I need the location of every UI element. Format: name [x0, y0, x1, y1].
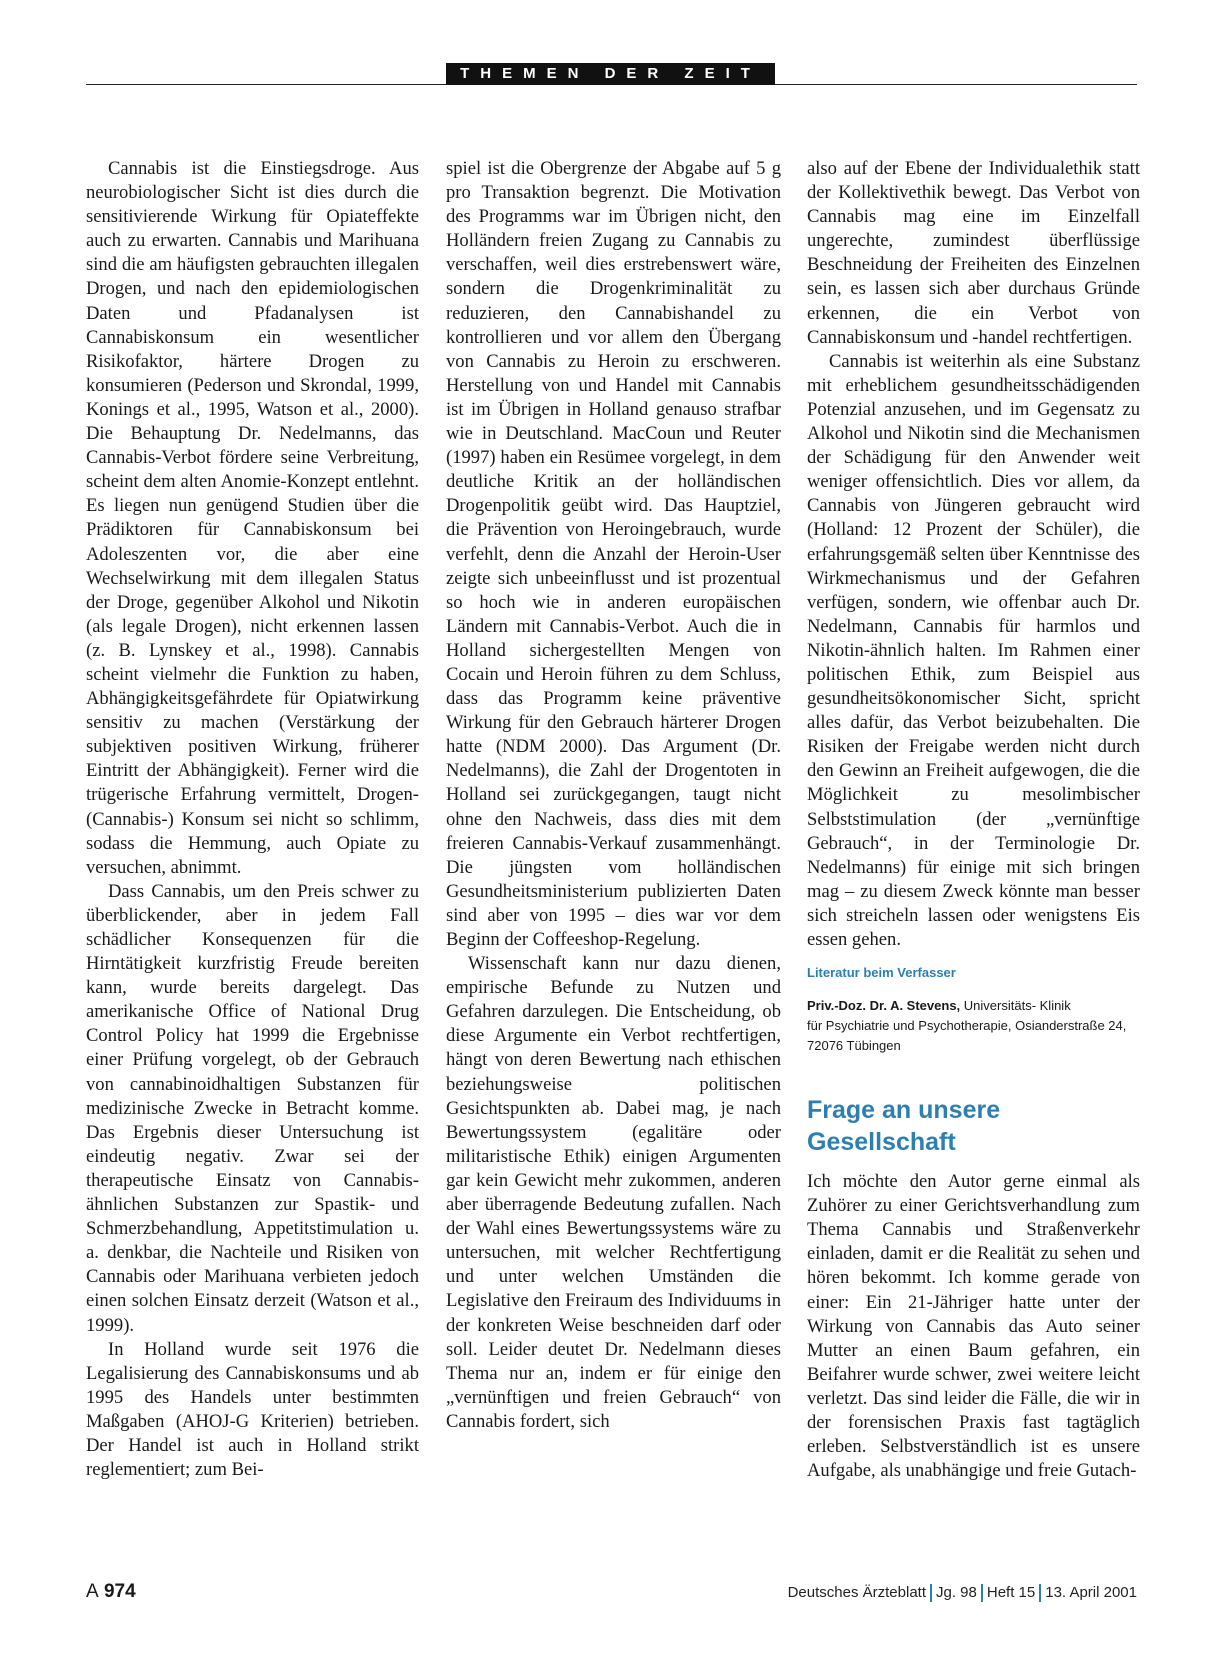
paragraph: Cannabis ist weiterhin als eine Substanz mit erheblichem gesundheitsschädigenden Potenzial anzusehen, und im Gegensatz zu Alkohol und Nikotin sind die Mechanismen der Schädigung für den Anwender weit weniger offensichtlich. Dies vor allem, da Cannabis von Jüngeren gebraucht wird (Holland: 12 Prozent der Schüler), die erfahrungsgemäß selten über Kenntnisse des Wirkmechanismus und der Gefahren verfügen, sondern, wie offenbar auch Dr. Nedelmann, Cannabis für harmlos und Nikotin-ähnlich halten. Im Rahmen einer politischen Ethik, zum Beispiel aus gesundheitsökonomischer Sicht, spricht alles dafür, das Verbot beizubehalten. Die Risiken der Freigabe werden nicht durch den Gewinn an Freiheit aufgewogen, die die Möglichkeit zu mesolimbischer Selbststimulation (der „vernünftige Gebrauch“, in der Terminologie Dr. Nedelmanns) für einige mit sich bringen mag – zu diesem Zweck könnte man besser sich streicheln lassen oder wenigstens Eis essen gehen. — [807, 350, 1140, 950]
author-affiliation: Universitäts- Klinik — [963, 998, 1071, 1014]
paragraph: In Holland wurde seit 1976 die Legalisierung des Cannabiskonsums und ab 1995 des Handels unter bestimmten Maßgaben (AHOJ-G Kriterien) betrieben. Der Handel ist auch in Holland strikt reglementiert; zum Bei- — [86, 1338, 419, 1481]
paragraph: Dass Cannabis, um den Preis schwer zu überblickender, aber in jedem Fall schädlicher Konsequenzen für die Hirntätigkeit kurzfristig Freude bereiten kann, wurde bereits dargelegt. Das amerikanische Office of National Drug Control Policy hat 1999 die Ergebnisse einer Prüfung vorgelegt, ob der Gebrauch von cannabinoidhaltigen Substanzen für medizinische Zwecke in Betracht komme. Das Ergebnis dieser Untersuchung ist eindeutig negativ. Zwar sei der therapeutische Einsatz von Cannabis-ähnlichen Substanzen zur Spastik- und Schmerzbehandlung, Appetitstimulation u. a. denkbar, die Nachteile und Risiken von Cannabis oder Marihuana verbieten jedoch einen solchen Einsatz derzeit (Watson et al., 1999). — [86, 880, 419, 1336]
page-number: A 974 — [86, 1581, 136, 1602]
date: 13. April 2001 — [1045, 1584, 1137, 1601]
separator — [930, 1584, 932, 1602]
paragraph: spiel ist die Obergrenze der Abgabe auf 5 g pro Transaktion begrenzt. Die Motivation des Programms war im Übrigen nicht, den Holländern freien Zugang zu Cannabis zu verschaffen, weil dies erstrebenswert wäre, sondern die Drogenkriminalität zu reduzieren, den Cannabishandel zu kontrollieren und vor allem den Übergang von Cannabis zu Heroin zu erschweren. Herstellung von und Handel mit Cannabis ist im Übrigen in Holland genauso strafbar wie in Deutschland. MacCoun und Reuter (1997) haben ein Resümee vorgelegt, in dem deutliche Kritik an der holländischen Drogenpolitik geübt wird. Das Hauptziel, die Prävention von Heroingebrauch, wurde verfehlt, denn die Anzahl der Heroin-User zeigte sich unbeeinflusst und ist prozentual so hoch wie in anderen europäischen Ländern mit Cannabis-Verbot. Auch die in Holland sichergestellten Mengen von Cocain und Heroin führen zu dem Schluss, dass das Programm keine präventive Wirkung für den Gebrauch härterer Drogen hatte (NDM 2000). Das Argument (Dr. Nedelmanns), die Zahl der Drogentoten in Holland sei zurückgegangen, taugt nicht ohne den Nachweis, dass dies mit dem freieren Cannabis-Verkauf zusammenhängt. Die jüngsten vom holländischen Gesundheitsministerium publizierten Daten sind aber von 1995 – dies war vor dem Beginn der Coffeeshop-Regelung. — [446, 158, 781, 950]
paragraph: Ich möchte den Autor gerne einmal als Zuhörer zu einer Gerichtsverhandlung zum Thema Cannabis und Straßenverkehr einladen, damit er die Realität zu sehen und hören bekommt. Ich komme gerade von einer: Ein 21-Jähriger hatte unter der Wirkung von Cannabis das Auto seiner Mutter an einen Baum gefahren, ein Beifahrer wurde schwer, zwei weitere leicht verletzt. Das sind leider die Fälle, die wir in der forensischen Praxis fast tagtäglich erleben. Selbstverständlich ist es unsere Aufgabe, als unabhängige und freie Gutach- — [807, 1171, 1140, 1482]
journal-name: Deutsches Ärzteblatt — [787, 1584, 926, 1601]
section-title: Frage an unsere Gesellschaft — [807, 1096, 1001, 1157]
journal-info — [788, 1584, 1137, 1602]
issue: Heft 15 — [986, 1584, 1036, 1601]
separator — [981, 1584, 983, 1602]
author-block — [807, 996, 1140, 1056]
author-name: Priv.-Doz. Dr. A. Stevens, — [807, 998, 961, 1014]
author-address: 72076 Tübingen — [807, 1038, 901, 1054]
section-header: THEMEN DER ZEIT — [446, 63, 775, 85]
volume: Jg. 98 — [936, 1584, 977, 1601]
literature-note: Literatur beim Verfasser — [807, 965, 956, 981]
column-3 — [807, 157, 1140, 1483]
column-2 — [446, 157, 781, 1434]
author-affiliation: für Psychiatrie und Psychotherapie, Osianderstraße 24, — [807, 1018, 1127, 1034]
separator — [1039, 1584, 1041, 1602]
column-1 — [86, 157, 419, 1482]
paragraph: also auf der Ebene der Individualethik statt der Kollektivethik bewegt. Das Verbot von Cannabis mag eine im Einzelfall ungerechte, zumindest überflüssige Beschneidung der Freiheiten des Einzelnen sein, es lassen sich aber durchaus Gründe erkennen, die ein Verbot von Cannabiskonsum und -handel rechtfertigen. — [807, 158, 1140, 348]
paragraph: Wissenschaft kann nur dazu dienen, empirische Befunde zu Nutzen und Gefahren darzulegen. Die Entscheidung, ob diese Argumente ein Verbot rechtfertigen, hängt von deren Bewertung nach ethischen beziehungsweise politischen Gesichtspunkten ab. Dabei mag, je nach Bewertungssystem (egalitäre oder militaristische Ethik) einigen Argumenten gar kein Gewicht mehr zukommen, anderen aber überragende Bedeutung zufallen. Nach der Wahl eines Bewertungssystems wäre zu untersuchen, mit welcher Rechtfertigung und unter welchen Umständen die Legislative den Freiraum des Individuums in der konkreten Weise beschneiden darf oder soll. Leider deutet Dr. Nedelmann dieses Thema nur an, indem er für einige den „vernünftigen und freien Gebrauch“ von Cannabis fordert, sich — [446, 953, 781, 1432]
paragraph: Cannabis ist die Einstiegsdroge. Aus neurobiologischer Sicht ist dies durch die sensitivierende Wirkung für Opiateffekte auch zu erwarten. Cannabis und Marihuana sind die am häufigsten gebrauchten illegalen Drogen, und nach den epidemiologischen Daten und Pfadanalysen ist Cannabiskonsum ein wesentlicher Risikofaktor, härtere Drogen zu konsumieren (Pederson und Skrondal, 1999, Konings et al., 1995, Watson et al., 2000). Die Behauptung Dr. Nedelmanns, das Cannabis-Verbot fördere seine Verbreitung, scheint dem alten Anomie-Konzept entlehnt. Es liegen nun genügend Studien über die Prädiktoren für Cannabiskonsum bei Adoleszenten vor, die aber eine Wechselwirkung mit dem illegalen Status der Droge, gegenüber Alkohol und Nikotin (als legale Drogen), nicht erkennen lassen (z. B. Lynskey et al., 1998). Cannabis scheint vielmehr die Funktion zu haben, Abhängigkeitsgefährdete für Opiatwirkung sensitiv zu machen (Verstärkung der subjektiven positiven Wirkung, früherer Eintritt der Abhängigkeit). Ferner wird die trügerische Erfahrung vermittelt, Drogen-(Cannabis-) Konsum sei nicht so schlimm, sodass die Hemmung, auch Opiate zu versuchen, abnimmt. — [86, 158, 419, 878]
